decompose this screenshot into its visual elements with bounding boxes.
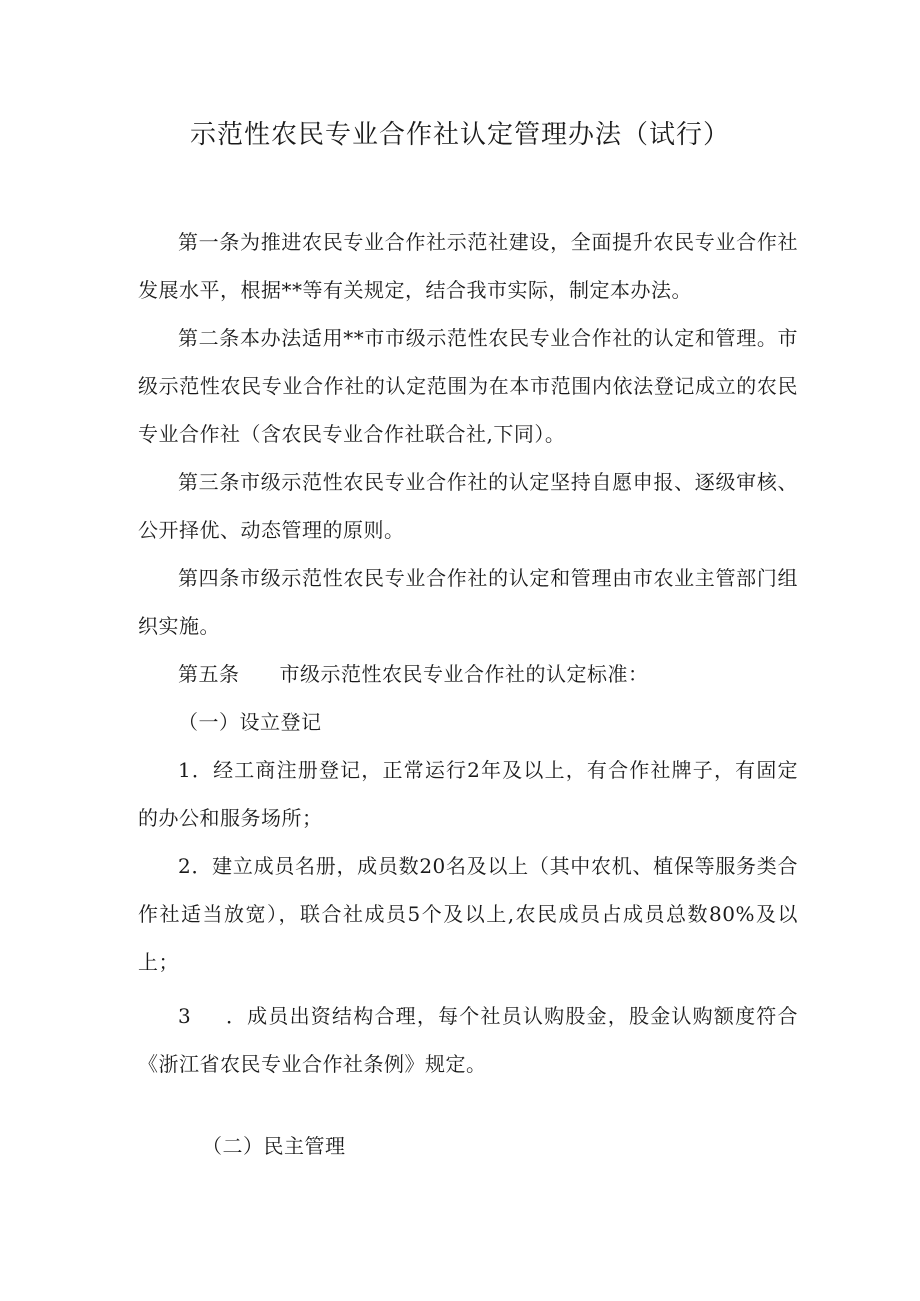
section-2-heading: （二）民主管理 [202, 1134, 346, 1158]
section-1-item-3 [138, 992, 798, 1088]
article-5 [138, 650, 798, 698]
article-4: 第四条市级示范性农民专业合作社的认定和管理由市农业主管部门组织实施。 [138, 566, 798, 638]
section-1-heading: （一）设立登记 [178, 710, 322, 734]
article-5-label: 第五条 [178, 662, 240, 686]
section-1-item-3-number: 3 [178, 1004, 192, 1028]
article-2: 第二条本办法适用**市市级示范性农民专业合作社的认定和管理。市级示范性农民专业合作社的认定范围为在本市范围内依法登记成立的农民专业合作社（含农民专业合作社联合社,下同）。 [138, 326, 798, 446]
section-1-item-1: 1．经工商注册登记，正常运行2年及以上，有合作社牌子，有固定的办公和服务场所； [138, 758, 798, 830]
article-1: 第一条为推进农民专业合作社示范社建设，全面提升农民专业合作社发展水平，根据**等有关规定，结合我市实际，制定本办法。 [138, 230, 798, 302]
section-1-item-2: 2．建立成员名册，成员数20名及以上（其中农机、植保等服务类合作社适当放宽），联合社成员5个及以上,农民成员占成员总数80%及以上； [138, 854, 798, 974]
document-body [138, 218, 798, 1170]
section-1-item-3-text: ．成员出资结构合理，每个社员认购股金，股金认购额度符合《浙江省农民专业合作社条例》规定。 [138, 1004, 798, 1076]
article-5-text: 市级示范性农民专业合作社的认定标准： [279, 662, 649, 686]
article-3: 第三条市级示范性农民专业合作社的认定坚持自愿申报、逐级审核、公开择优、动态管理的原则。 [138, 470, 798, 542]
document-title: 示范性农民专业合作社认定管理办法（试行） [189, 120, 730, 150]
